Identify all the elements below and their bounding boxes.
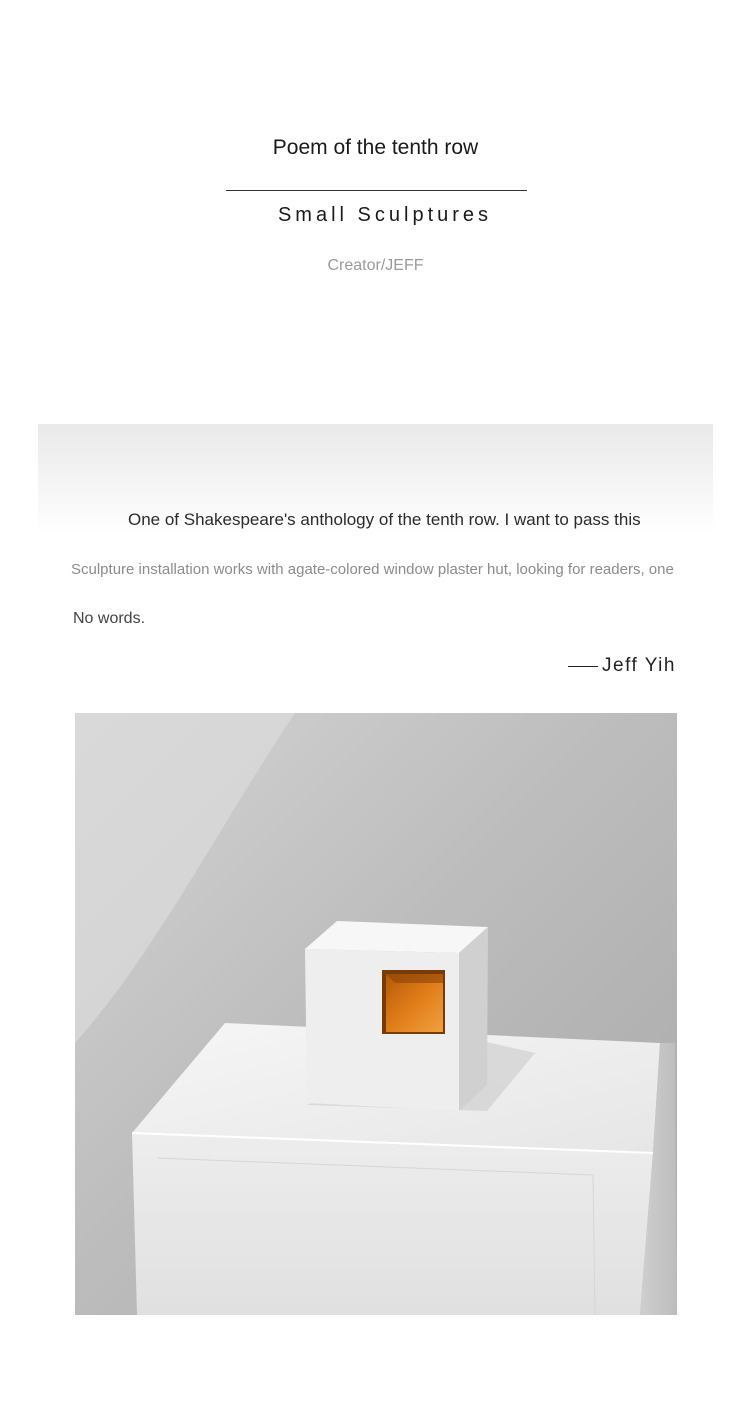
- poem-line-2: Sculpture installation works with agate-colored window plaster hut, looking for readers, one: [71, 561, 674, 578]
- creator-credit: Creator/JEFF: [327, 257, 424, 274]
- title-divider: [226, 190, 527, 191]
- sculpture-photo: [75, 713, 677, 1315]
- cube-side: [459, 927, 488, 1111]
- signature: [568, 655, 676, 677]
- signature-dash: [568, 666, 598, 667]
- signature-name: Jeff Yih: [602, 655, 676, 676]
- poem-line-3: No words.: [73, 610, 146, 627]
- page-subtitle: Small Sculptures: [277, 204, 493, 226]
- poem-line-1: One of Shakespeare's anthology of the tenth row. I want to pass this: [128, 510, 641, 529]
- page-title: Poem of the tenth row: [272, 136, 479, 159]
